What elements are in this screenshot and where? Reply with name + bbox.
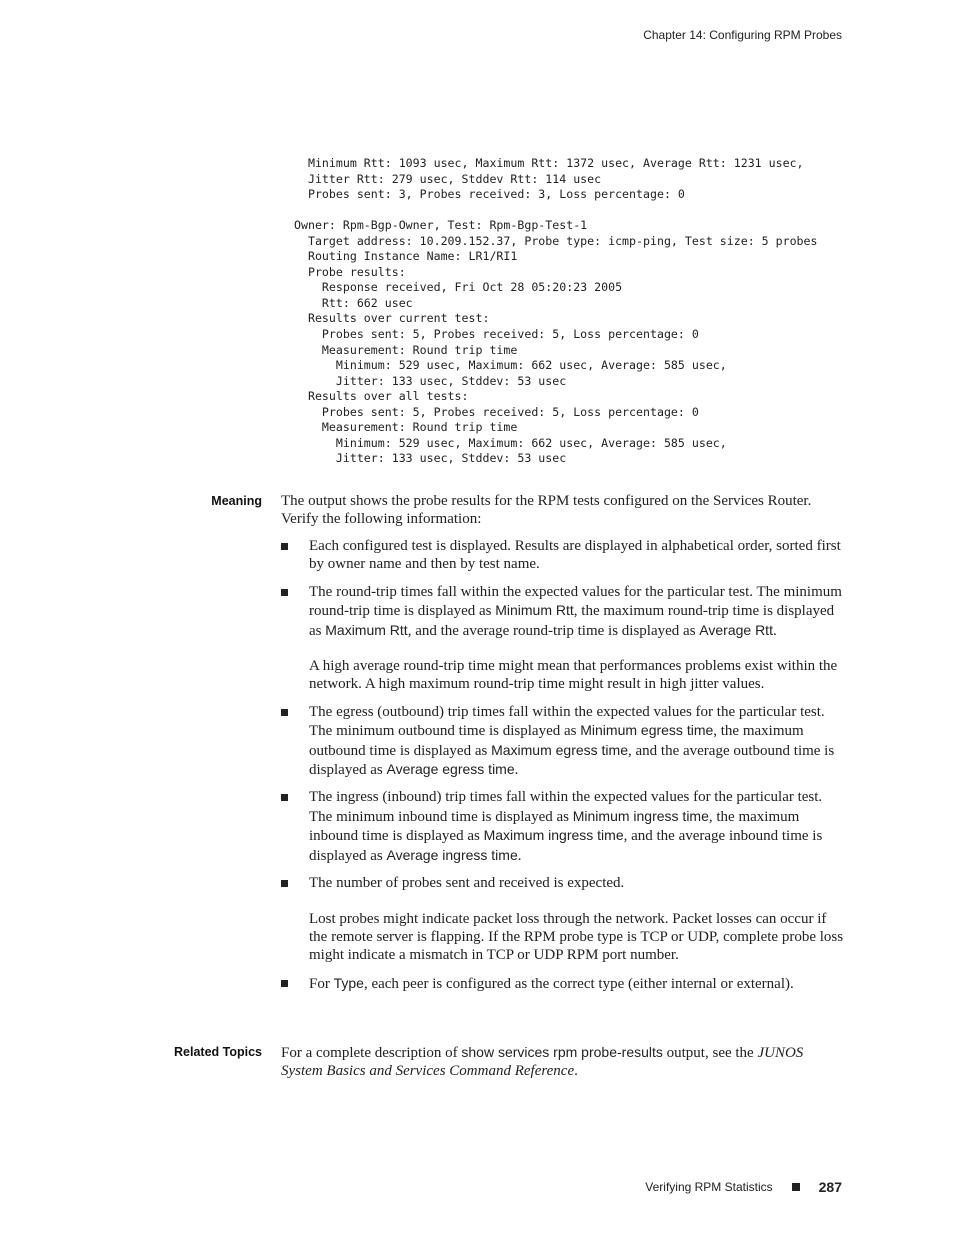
code-line: Probes sent: 5, Probes received: 5, Loss percentage: 0	[294, 327, 699, 342]
code-line: Results over all tests:	[294, 389, 469, 404]
related-topics-paragraph: For a complete description of show services rpm probe-results output, see the JUNOS System Basics and Services Command Reference.	[281, 1044, 804, 1080]
field-name: Average egress time	[386, 761, 515, 778]
code-line: Jitter Rtt: 279 usec, Stddev Rtt: 114 usec	[294, 171, 602, 186]
list-item-text: Each configured test is displayed. Results are displayed in alphabetical order, sorted first by owner name and then by test name.	[309, 538, 841, 573]
bullet-square-icon	[281, 794, 288, 801]
field-name: Minimum Rtt	[495, 602, 574, 619]
code-line: Rtt: 662 usec	[294, 295, 413, 310]
code-line: Measurement: Round trip time	[294, 342, 518, 357]
list-item	[281, 537, 846, 574]
field-name: Maximum ingress time	[483, 827, 624, 844]
bullet-square-icon	[281, 980, 288, 987]
bullet-square-icon	[281, 880, 288, 887]
code-line: Minimum: 529 usec, Maximum: 662 usec, Average: 585 usec,	[294, 435, 727, 450]
meaning-intro	[281, 492, 846, 529]
list-item-text: The egress (outbound) trip times fall within the expected values for the particular test. The minimum outbound time is displayed as Minimum egress time, the maximum outbound time is displayed as Maximum egress time, and the average outbound time is displayed as Average egress time.	[309, 703, 835, 779]
code-line: Target address: 10.209.152.37, Probe type: icmp-ping, Test size: 5 probes	[294, 233, 818, 248]
list-item	[281, 874, 846, 965]
code-line: Jitter: 133 usec, Stddev: 53 usec	[294, 451, 567, 466]
list-item	[281, 788, 846, 865]
list-item-text: The round-trip times fall within the expected values for the particular test. The minimum round-trip time is displayed as Minimum Rtt, the maximum round-trip time is displayed as Maximum Rtt, and the average round-trip time is displayed as Average Rtt.	[309, 583, 842, 639]
code-line: Minimum Rtt: 1093 usec, Maximum Rtt: 1372 usec, Average Rtt: 1231 usec,	[294, 156, 804, 170]
list-item	[281, 583, 846, 694]
code-line: Probes sent: 3, Probes received: 3, Loss percentage: 0	[294, 187, 685, 202]
related-topics-text	[281, 1043, 846, 1081]
field-name: Minimum ingress time	[572, 807, 709, 824]
list-item-text: The number of probes sent and received is expected.	[309, 875, 625, 892]
field-name: Type	[333, 974, 364, 991]
bullet-square-icon	[281, 589, 288, 596]
command-name: show services rpm probe-results	[461, 1044, 663, 1060]
field-name: Maximum egress time	[491, 741, 628, 758]
code-line: Minimum: 529 usec, Maximum: 662 usec, Average: 585 usec,	[294, 358, 727, 373]
field-name: Average ingress time	[386, 846, 518, 863]
bullet-square-icon	[281, 543, 288, 550]
code-line: Measurement: Round trip time	[294, 420, 518, 435]
code-line	[294, 203, 818, 219]
list-item-text: For Type, each peer is configured as the correct type (either internal or external).	[309, 974, 794, 992]
code-line: Probe results:	[294, 264, 406, 279]
meaning-intro-text: The output shows the probe results for the RPM tests configured on the Services Router. Verify the following information:	[281, 493, 812, 528]
code-line: Results over current test:	[294, 311, 490, 326]
bullet-square-icon	[281, 709, 288, 716]
list-item-text: The ingress (inbound) trip times fall within the expected values for the particular test. The minimum inbound time is displayed as Minimum ingress time, the maximum inbound time is displayed as Maximum ingress time, and the average inbound time is displayed as Average ingress time.	[309, 789, 823, 864]
page-number: 287	[818, 1179, 842, 1195]
footer-section-title: Verifying RPM Statistics	[645, 1180, 773, 1194]
list-item	[281, 974, 846, 993]
code-line: Owner: Rpm-Bgp-Owner, Test: Rpm-Bgp-Test-1	[294, 218, 588, 233]
list-item-note: A high average round-trip time might mean that performances problems exist within the network. A high maximum round-trip time might result in high jitter values.	[309, 658, 838, 693]
page-footer	[645, 1179, 842, 1195]
chapter-header: Chapter 14: Configuring RPM Probes	[643, 28, 842, 42]
code-line: Jitter: 133 usec, Stddev: 53 usec	[294, 373, 567, 388]
code-line: Routing Instance Name: LR1/RI1	[294, 249, 518, 264]
cli-output	[294, 156, 818, 467]
code-line: Probes sent: 5, Probes received: 5, Loss percentage: 0	[294, 404, 699, 419]
field-name: Maximum Rtt	[325, 621, 408, 638]
verification-list	[281, 537, 846, 993]
footer-separator-icon	[792, 1183, 800, 1191]
meaning-label: Meaning	[211, 494, 262, 508]
code-line: Response received, Fri Oct 28 05:20:23 2005	[294, 280, 623, 295]
book-title-link[interactable]: JUNOS System Basics and Services Command Reference	[281, 1045, 804, 1080]
list-item	[281, 703, 846, 780]
field-name: Average Rtt	[699, 621, 773, 638]
related-topics-label: Related Topics	[174, 1045, 262, 1059]
list-item-note: Lost probes might indicate packet loss through the network. Packet losses can occur if the remote server is flapping. If the RPM probe type is TCP or UDP, complete probe loss might indicate a mismatch in TCP or UDP RPM port number.	[309, 910, 844, 964]
field-name: Minimum egress time	[580, 722, 714, 739]
